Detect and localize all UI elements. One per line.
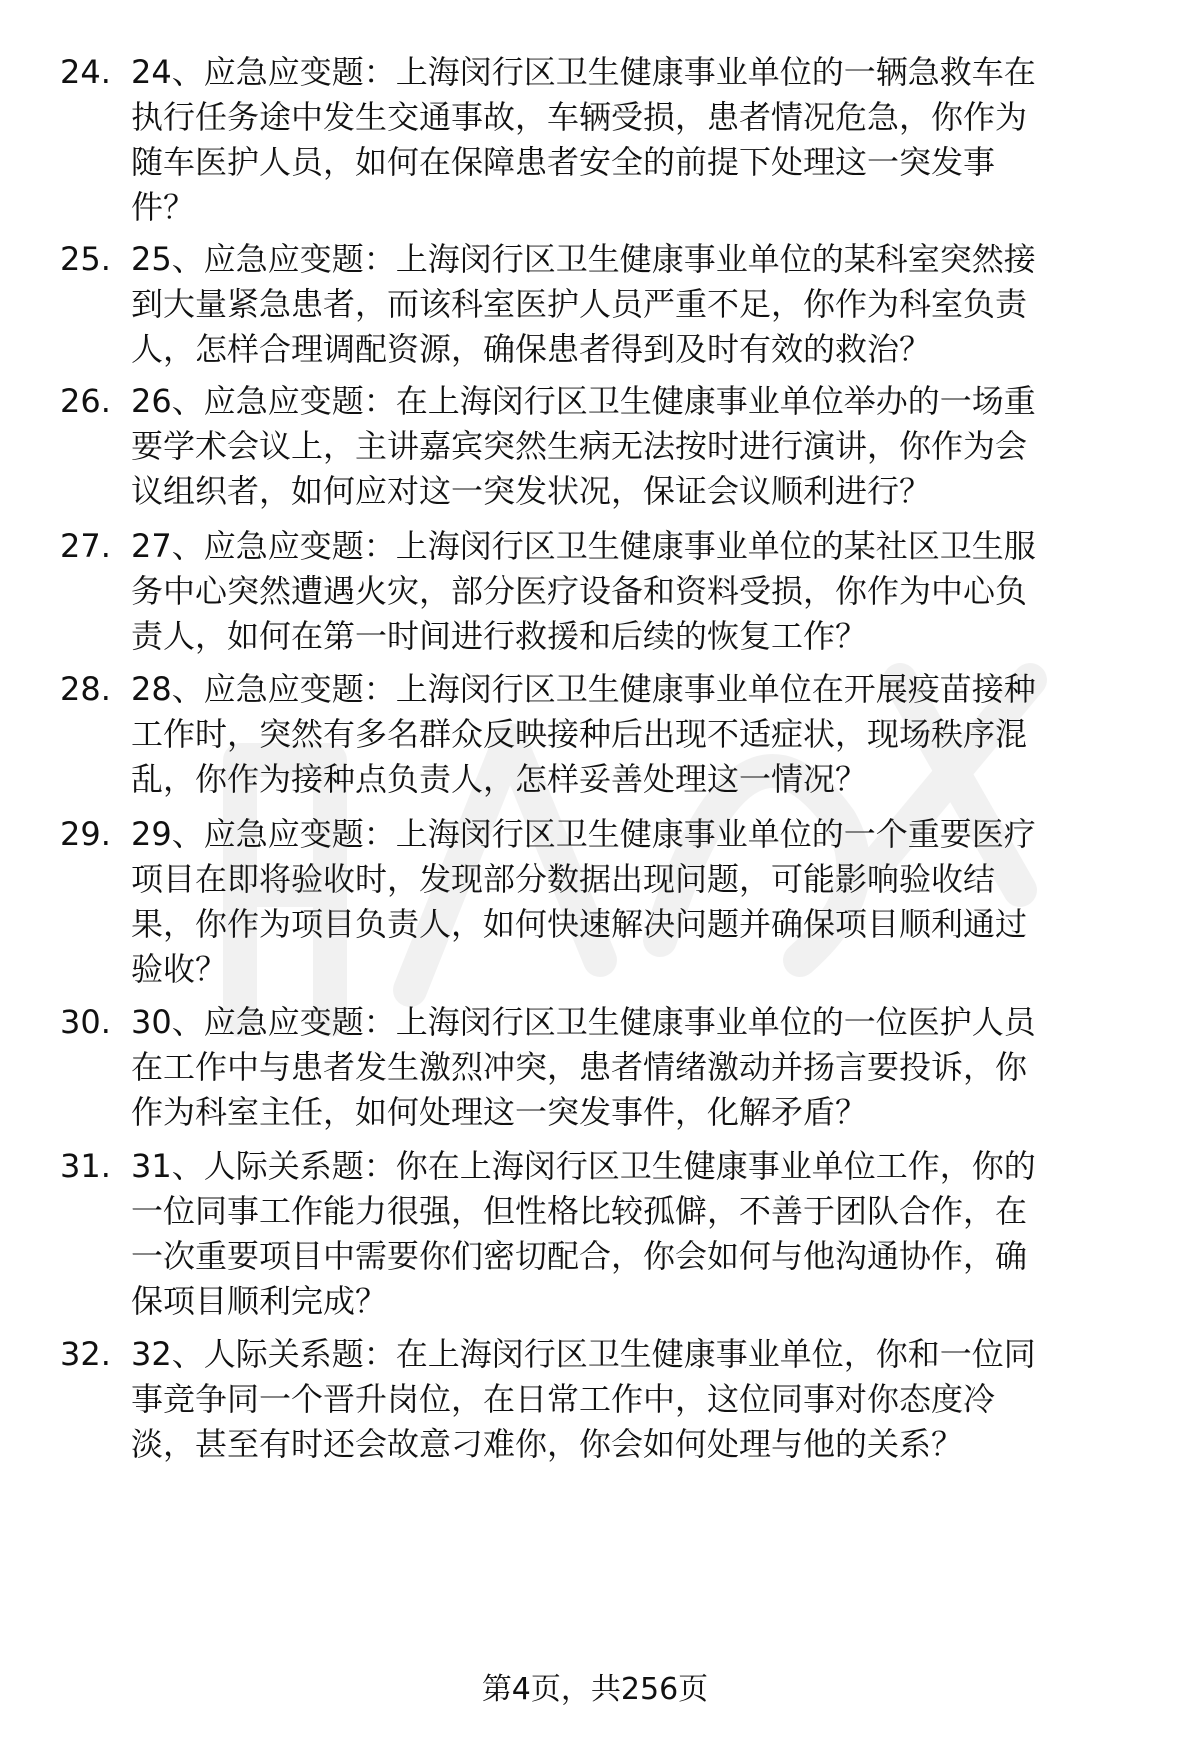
question-number: 27.	[60, 527, 111, 565]
question-line: 淡，甚至有时还会故意刁难你，你会如何处理与他的关系？	[131, 1425, 964, 1463]
question-line: 26、应急应变题：在上海闵行区卫生健康事业单位举办的一场重	[131, 382, 1036, 420]
question-text	[131, 237, 1161, 372]
question-line: 在工作中与患者发生激烈冲突，患者情绪激动并扬言要投诉，你	[131, 1048, 1028, 1086]
question-line: 执行任务途中发生交通事故，车辆受损，患者情况危急，你作为	[131, 98, 1028, 136]
question-text	[131, 667, 1161, 802]
question-number: 31.	[60, 1147, 111, 1185]
question-line: 一次重要项目中需要你们密切配合，你会如何与他沟通协作，确	[131, 1237, 1028, 1275]
question-line: 作为科室主任，如何处理这一突发事件，化解矛盾？	[131, 1093, 868, 1131]
question-line: 30、应急应变题：上海闵行区卫生健康事业单位的一位医护人员	[131, 1003, 1036, 1041]
question-text	[131, 1000, 1161, 1135]
question-line: 一位同事工作能力很强，但性格比较孤僻，不善于团队合作，在	[131, 1192, 1028, 1230]
question-number: 29.	[60, 815, 111, 853]
question-line: 乱，你作为接种点负责人，怎样妥善处理这一情况？	[131, 760, 868, 798]
question-text	[131, 524, 1161, 659]
question-number: 26.	[60, 382, 111, 420]
question-number: 28.	[60, 670, 111, 708]
question-line: 务中心突然遭遇火灾，部分医疗设备和资料受损，你作为中心负	[131, 572, 1028, 610]
question-line: 人，怎样合理调配资源，确保患者得到及时有效的救治？	[131, 330, 932, 368]
question-line: 随车医护人员，如何在保障患者安全的前提下处理这一突发事	[131, 143, 996, 181]
question-line: 31、人际关系题：你在上海闵行区卫生健康事业单位工作，你的	[131, 1147, 1036, 1185]
question-number: 24.	[60, 53, 111, 91]
question-text	[131, 812, 1161, 992]
question-text	[131, 1144, 1161, 1324]
question-number: 32.	[60, 1335, 111, 1373]
question-line: 验收？	[131, 950, 228, 988]
question-text	[131, 379, 1161, 514]
question-line: 件？	[131, 188, 196, 226]
question-number: 25.	[60, 240, 111, 278]
question-line: 27、应急应变题：上海闵行区卫生健康事业单位的某社区卫生服	[131, 527, 1036, 565]
question-text	[131, 1332, 1161, 1467]
question-line: 24、应急应变题：上海闵行区卫生健康事业单位的一辆急救车在	[131, 53, 1036, 91]
question-line: 果，你作为项目负责人，如何快速解决问题并确保项目顺利通过	[131, 905, 1028, 943]
question-line: 事竞争同一个晋升岗位，在日常工作中，这位同事对你态度冷	[131, 1380, 996, 1418]
question-line: 项目在即将验收时，发现部分数据出现问题，可能影响验收结	[131, 860, 996, 898]
question-line: 责人，如何在第一时间进行救援和后续的恢复工作？	[131, 617, 868, 655]
question-line: 保项目顺利完成？	[131, 1282, 388, 1320]
page-footer: 第4页，共256页	[481, 1672, 709, 1707]
question-line: 到大量紧急患者，而该科室医护人员严重不足，你作为科室负责	[131, 285, 1028, 323]
question-text	[131, 50, 1161, 230]
question-line: 工作时，突然有多名群众反映接种后出现不适症状，现场秩序混	[131, 715, 1028, 753]
question-line: 29、应急应变题：上海闵行区卫生健康事业单位的一个重要医疗	[131, 815, 1036, 853]
question-line: 28、应急应变题：上海闵行区卫生健康事业单位在开展疫苗接种	[131, 670, 1036, 708]
question-number: 30.	[60, 1003, 111, 1041]
question-line: 议组织者，如何应对这一突发状况，保证会议顺利进行？	[131, 472, 932, 510]
question-line: 32、人际关系题：在上海闵行区卫生健康事业单位，你和一位同	[131, 1335, 1036, 1373]
question-line: 25、应急应变题：上海闵行区卫生健康事业单位的某科室突然接	[131, 240, 1036, 278]
question-line: 要学术会议上，主讲嘉宾突然生病无法按时进行演讲，你作为会	[131, 427, 1028, 465]
